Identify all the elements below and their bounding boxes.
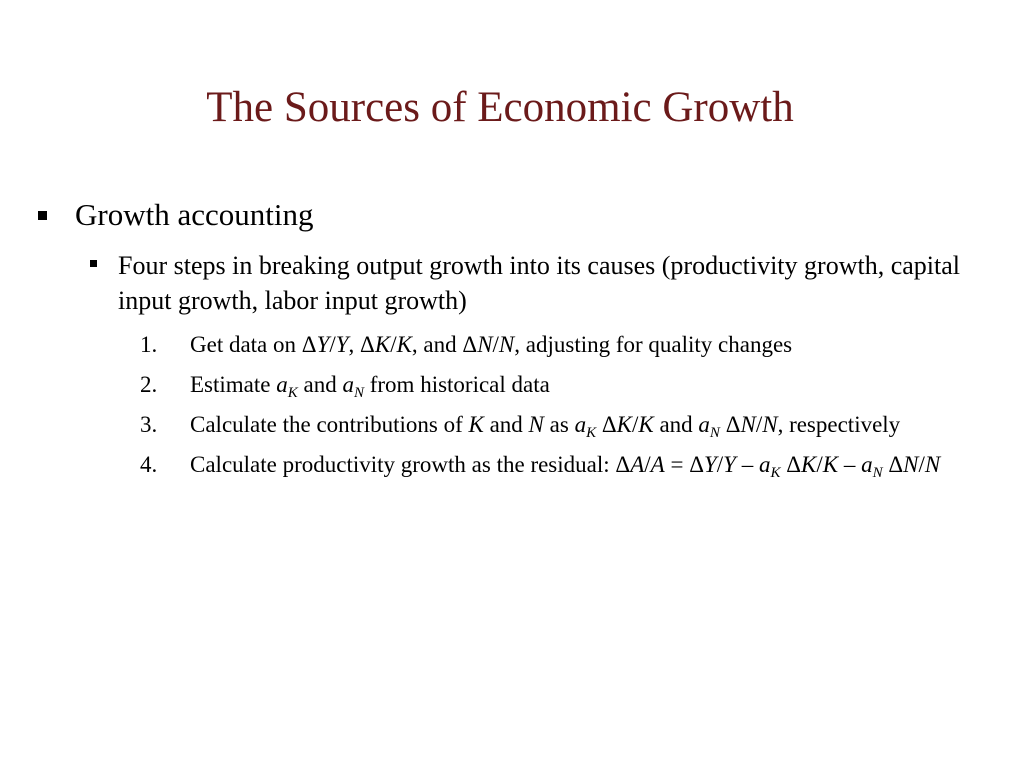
step-text: Calculate productivity growth as the residual: $\Delta A/A = \Delta Y/Y - a_K$ $\Delta K/K - a_N$ ΔN/N bbox=[190, 452, 941, 481]
list-item bbox=[140, 448, 960, 481]
step-number: 3. bbox=[140, 412, 158, 437]
bullet-level2-text: Four steps in breaking output growth into its causes (productivity growth, capital input growth, labor input growth) bbox=[118, 251, 960, 315]
bullet-level1 bbox=[38, 196, 998, 234]
step-text: Estimate $a_K$ and $a_N$ from historical data bbox=[190, 372, 550, 401]
step-text: Calculate the contributions of K and N as $a_K$ ΔK/K and $a_N$ ΔN/N, respectively bbox=[190, 412, 901, 441]
step-number: 4. bbox=[140, 452, 158, 477]
step-number: 2. bbox=[140, 372, 158, 397]
step-text: Get data on ΔY/Y, ΔK/K, and ΔN/N, adjusting for quality changes bbox=[190, 332, 793, 357]
list-item bbox=[140, 408, 960, 441]
list-item bbox=[140, 368, 960, 401]
bullet-level2 bbox=[90, 248, 960, 318]
step-number: 1. bbox=[140, 332, 158, 357]
numbered-steps-list bbox=[140, 328, 960, 488]
square-bullet-icon bbox=[38, 211, 47, 220]
bullet-level1-text: Growth accounting bbox=[75, 197, 314, 232]
list-item bbox=[140, 328, 960, 361]
slide-title: The Sources of Economic Growth bbox=[206, 84, 794, 131]
square-bullet-icon bbox=[90, 260, 97, 267]
